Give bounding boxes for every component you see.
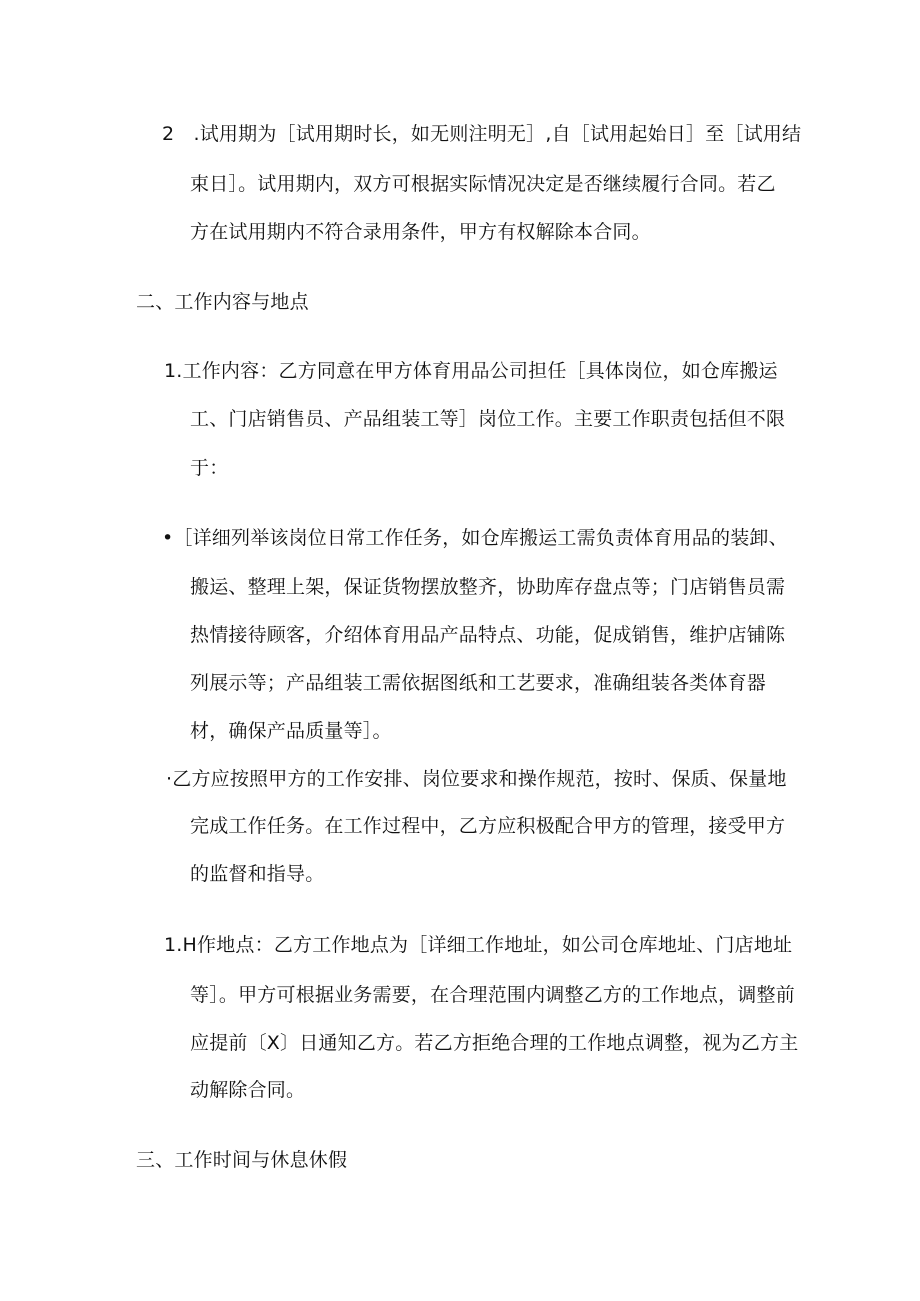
probation-line-1: 2 .试用期为［试用期时长，如无则注明无］,自［试用起始日］至［试用结 [162, 123, 802, 145]
compliance-bullet-line-3: 的监督和指导。 [190, 863, 325, 885]
work-location-line-1: 1.H作地点：乙方工作地点为［详细工作地址，如公司仓库地址、门店地址 [164, 934, 793, 956]
task-bullet-line-1: •［详细列举该岗位日常工作任务，如仓库搬运工需负责体育用品的装卸、 [162, 527, 788, 549]
work-content-line-3: 于： [190, 457, 229, 479]
compliance-bullet-line-1: ·乙方应按照甲方的工作安排、岗位要求和操作规范，按时、保质、保量地 [166, 768, 787, 790]
work-location-line-4: 动解除合同。 [190, 1079, 306, 1101]
work-location-line-2: 等］。甲方可根据业务需要，在合理范围内调整乙方的工作地点，调整前 [190, 984, 795, 1006]
compliance-bullet-line-2: 完成工作任务。在工作过程中，乙方应积极配合甲方的管理，接受甲方 [190, 815, 786, 837]
task-bullet-line-4: 列展示等；产品组装工需依据图纸和工艺要求，准确组装各类体育器 [190, 672, 767, 694]
probation-line-3: 方在试用期内不符合录用条件，甲方有权解除本合同。 [190, 221, 651, 243]
task-bullet-line-2: 搬运、整理上架，保证货物摆放整齐，协助库存盘点等；门店销售员需 [190, 576, 786, 598]
task-bullet-line-3: 热情接待顾客，介绍体育用品产品特点、功能，促成销售，维护店铺陈 [190, 624, 786, 646]
work-content-line-1: 1.工作内容：乙方同意在甲方体育用品公司担任［具体岗位，如仓库搬运 [164, 360, 778, 382]
probation-line-2: 束日］。试用期内，双方可根据实际情况决定是否继续履行合同。若乙 [190, 173, 776, 195]
task-bullet-line-5: 材，确保产品质量等］。 [190, 720, 392, 742]
section-2-heading: 二、工作内容与地点 [136, 291, 309, 313]
section-3-heading: 三、工作时间与休息休假 [136, 1149, 348, 1171]
work-content-line-2: 工、门店销售员、产品组装工等］岗位工作。主要工作职责包括但不限 [190, 408, 786, 430]
work-location-line-3: 应提前〔X〕日通知乙方。若乙方拒绝合理的工作地点调整，视为乙方主 [190, 1032, 799, 1054]
